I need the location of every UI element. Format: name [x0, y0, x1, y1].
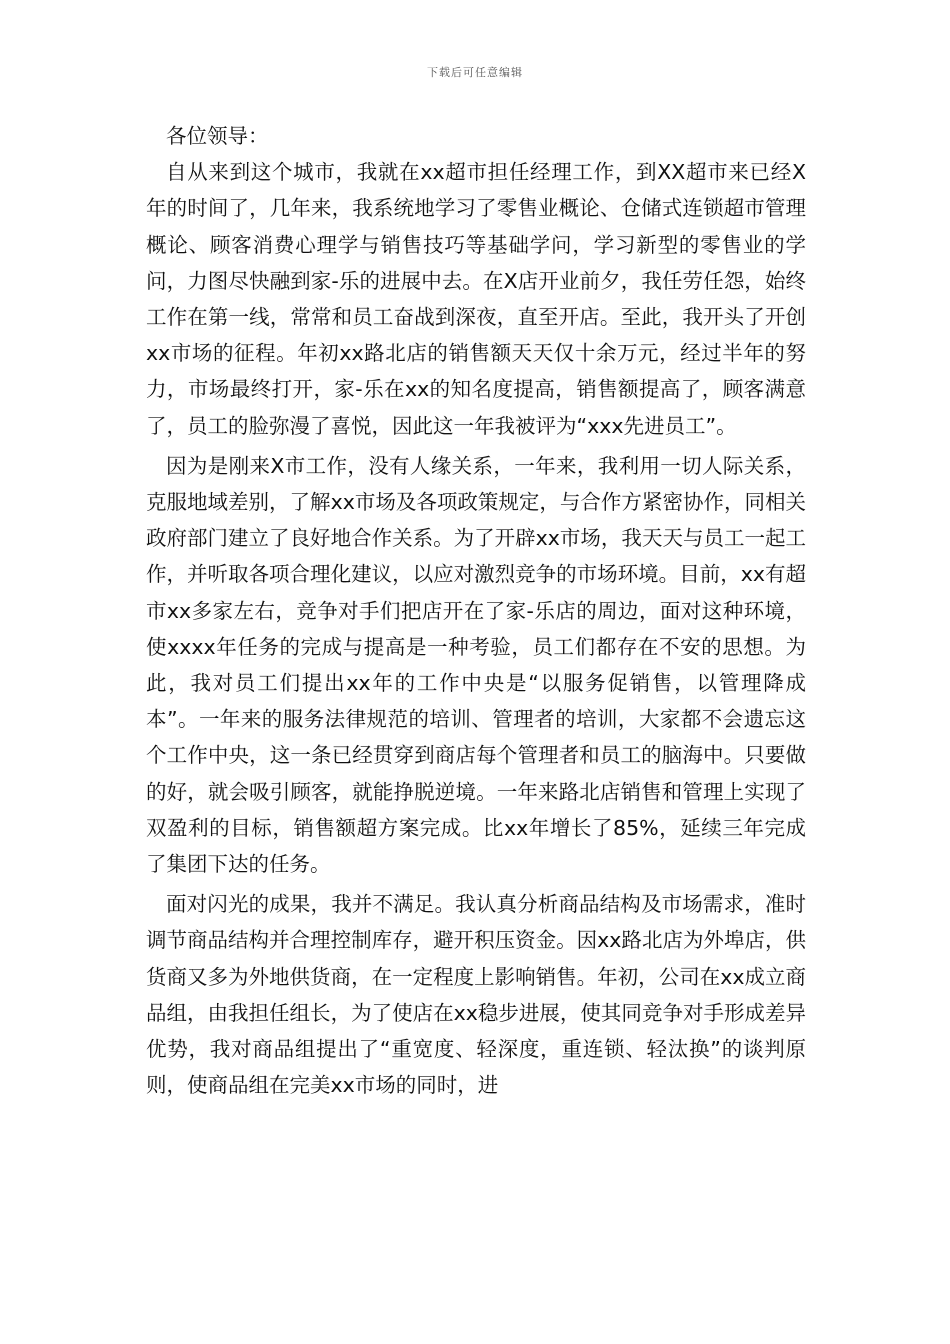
paragraph-3: 面对闪光的成果，我并不满足。我认真分析商品结构及市场需求，准时调节商品结构并合理控制库存，避开积压资金。因xx路北店为外埠店，供货商又多为外地供货商，在一定程度上影响销售。年初，公司在xx成立商品组，由我担任组长，为了使店在xx稳步进展，使其同竞争对手形成差异优势，我对商品组提出了“重宽度、轻深度，重连锁、轻汰换”的谈判原则，使商品组在完美xx市场的同时，进	[146, 892, 806, 1098]
paragraph-2: 因为是刚来X市工作，没有人缘关系，一年来，我利用一切人际关系，克服地域差别，了解xx市场及各项政策规定，与合作方紧密协作，同相关政府部门建立了良好地合作关系。为了开辟xx市场，我天天与员工一起工作，并听取各项合理化建议，以应对激烈竞争的市场环境。目前，xx有超市xx多家左右，竞争对手们把店开在了家-乐店的周边，面对这种环境，使xxxx年任务的完成与提高是一种考验，员工们都存在不安的思想。为此，我对员工们提出xx年的工作中央是“以服务促销售，以管理降成本”。一年来的服务法律规范的培训、管理者的培训，大家都不会遗忘这个工作中央，这一条已经贯穿到商店每个管理者和员工的脑海中。只要做的好，就会吸引顾客，就能挣脱逆境。一年来路北店销售和管理上实现了双盈利的目标，销售额超方案完成。比xx年增长了85%，延续三年完成了集团下达的任务。	[146, 453, 806, 877]
header-note: 下载后可任意编辑	[427, 66, 523, 79]
paragraph-1: 自从来到这个城市，我就在xx超市担任经理工作，到XX超市来已经X年的时间了，几年来，我系统地学习了零售业概论、仓储式连锁超市管理概论、顾客消费心理学与销售技巧等基础学问，学习新型的零售业的学问，力图尽快融到家-乐的进展中去。在X店开业前夕，我任劳任怨，始终工作在第一线，常常和员工奋战到深夜，直至开店。至此，我开头了开创xx市场的征程。年初xx路北店的销售额天天仅十余万元，经过半年的努力，市场最终打开，家-乐在xx的知名度提高，销售额提高了，顾客满意了，员工的脸弥漫了喜悦，因此这一年我被评为“xxx先进员工”。	[146, 160, 806, 438]
document-body	[146, 118, 806, 1103]
salutation: 各位领导：	[166, 124, 269, 148]
